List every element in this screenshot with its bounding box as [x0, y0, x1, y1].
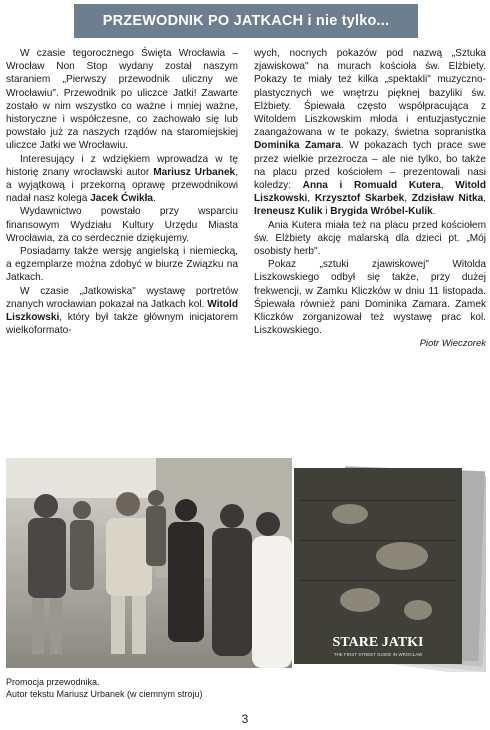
right-column [254, 47, 486, 351]
book-subtitle: THE FIRST STREET GUIDE IN WROCŁAW [333, 652, 423, 657]
author-signature: Piotr Wieczorek [419, 338, 486, 350]
paragraph: W czasie tegorocznego Święta Wrocławia – Wrocław Non Stop wydany został naszym staraniem „Pierwszy przewodnik uliczny we Wrocławiu". Przewodnik po uliczce Jatki! Zawarte zostało w nim wszystko co ważne i mniej ważne, historyczne i współczesne, co zachowało się lub powstało już za naszych rządów na staromiejskiej uliczce Jatki we Wrocławiu. [6, 48, 238, 152]
paragraph: Posiadamy także wersję angielską i niemiecką, a egzemplarze można zdobyć w biurze Związku na Jatkach. [6, 246, 238, 284]
book-cover-image [290, 460, 486, 672]
paragraph: Ania Kutera miała też na placu przed kościołem św. Elżbiety akcję malarską dla dzieci pt. „Mój osobisty herb". [254, 219, 486, 258]
photo-caption: Promocja przewodnika. Autor tekstu Mariusz Urbanek (w ciemnym stroju) [6, 677, 203, 699]
paragraph: W czasie „Jatkowiska" wystawę portretów znanych wrocławian pokazał na Jatkach kol. Witold Liszkowski, który był także głównym inicjatorem wielkoformato- [6, 285, 238, 337]
left-column [6, 47, 238, 337]
book-fan-graphic [290, 460, 486, 672]
page-number: 3 [241, 712, 249, 726]
paragraph: Pokaz „sztuki zjawiskowej" Witolda Liszkowskiego odbył się także, przy dużej frekwencji, w Zamku Kliczków w dniu 11 listopada. Śpiewała również pani Dominika Zamara. Zamek Kliczków zorganizował też wystawę prac kol. Liszkowskiego. [254, 259, 486, 337]
paragraph: Interesujący i z wdziękiem wprowadza w tę historię znany wrocławski autor Mariusz Urbanek, a wyjątkową i przekorną oprawę przewodnikowi nadał nasz kolega Jacek Ćwikła. [6, 153, 238, 205]
page-title: PRZEWODNIK PO JATKACH i nie tylko... [74, 4, 418, 38]
paragraph: Wydawnictwo powstało przy wsparciu finansowym Wydziału Kultury Urzędu Miasta Wrocławia, za co serdecznie dziękujemy. [6, 206, 238, 244]
book-title: STARE JATKI [332, 635, 424, 650]
promotion-photo [6, 458, 292, 668]
paragraph: wych, nocnych pokazów pod nazwą „Sztuka zjawiskowa" na murach kościoła św. Elżbiety. Pokazy te miały też kilka „spektakli" muzyczno-plastycznych we wnętrzu pięknej bazyliki św. Elżbiety. Śpiewała często współpracująca z Witoldem Liszkowskim młoda i entuzjastycznie zaangażowana w te pokazy, świetna sopranistka Dominika Zamara. W pokazach tych prace swe przez wielkie przezrocza – ale nie tylko, bo także na placu przed kościołem – prezentowali nasi koledzy: Anna i Romuald Kutera, Witold Liszkowski, Krzysztof Skarbek, Zdzisław Nitka, Ireneusz Kulik i Brygida Wróbel-Kulik. [254, 48, 487, 218]
crowd-photo-image [6, 458, 292, 668]
